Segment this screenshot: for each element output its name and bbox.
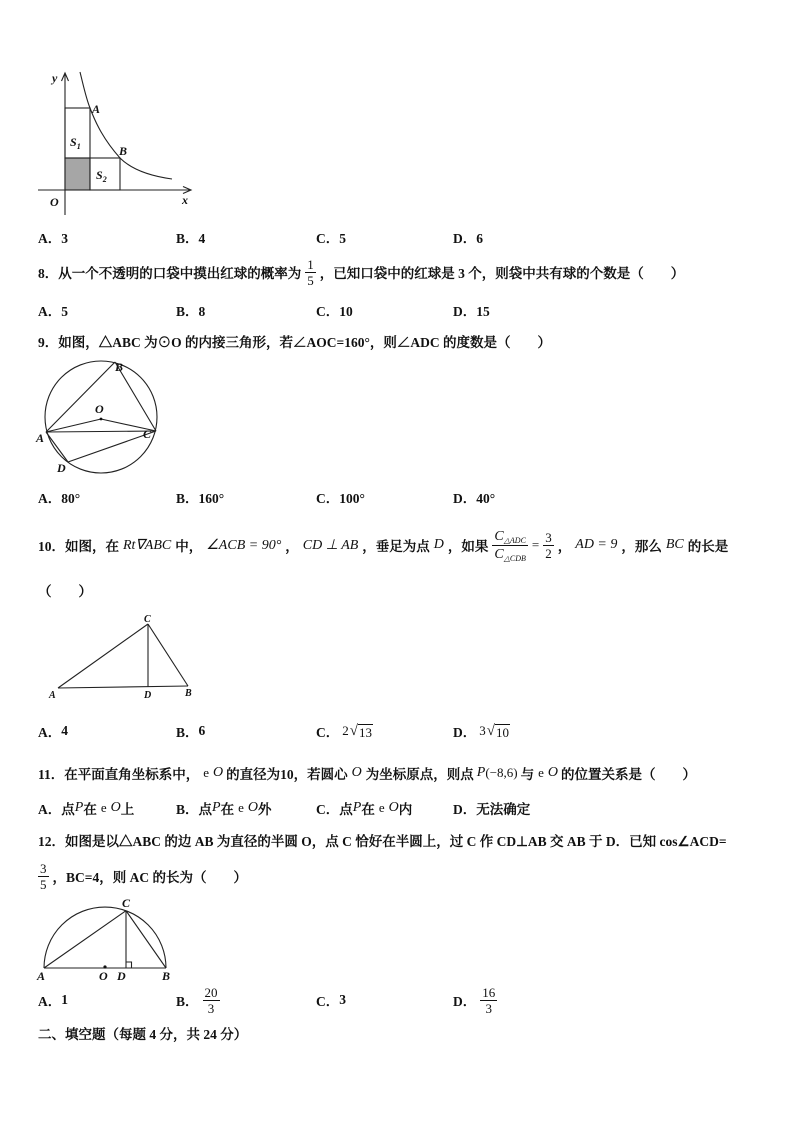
q12-option-d-numerator: 16 — [482, 984, 496, 1000]
q8-stem-text-a: 8．从一个不透明的口袋中摸出红球的概率为 — [38, 266, 302, 281]
right-angle-mark-icon — [126, 962, 132, 968]
point-b-label: B — [162, 969, 171, 983]
q8-option-b: B．8 — [176, 304, 206, 319]
point-a-label: A — [36, 431, 45, 445]
q12-option-c — [316, 982, 346, 1018]
y-axis-label: y — [52, 71, 58, 85]
q10-stem-text-8: 的长是 — [687, 539, 729, 554]
q10-stem — [38, 527, 728, 563]
q12-option-c-value: 3 — [339, 992, 346, 1007]
q10-option-c-sqrt — [350, 723, 373, 740]
q9-option-c: C．100° — [316, 491, 365, 506]
q10-option-b-value: 6 — [198, 723, 206, 738]
q12-option-d-label: D． — [453, 994, 477, 1009]
q11-option-d-text: D．无法确定 — [453, 802, 531, 817]
segment-ac — [46, 431, 156, 432]
q8-option-c: C．10 — [316, 304, 353, 319]
q12-stem-line-2 — [38, 858, 247, 894]
segment-ac — [44, 911, 126, 968]
q11-option-c — [316, 790, 412, 826]
point-a-label: A — [37, 969, 46, 983]
radical-sign-icon: √ — [349, 722, 358, 739]
q11-center-o: O — [351, 765, 362, 780]
segment-ab — [58, 686, 188, 688]
q12-stem-line-1: 12．如图是以△ABC 的边 AB 为直径的半圆 O，点 C 恰好在半圆上，过 C 作 CD⊥AB 交 AB 于 D．已知 cos∠ACD= — [38, 834, 727, 849]
q12-fraction-numerator: 3 — [40, 860, 47, 876]
q10-ratio-den-c: C — [494, 546, 504, 562]
q8-stem — [38, 254, 684, 290]
q10-ratio-denominator — [492, 546, 528, 563]
q10-option-a-value: 4 — [61, 723, 68, 738]
q11-stem-text-4: 与 — [520, 767, 535, 782]
q10-option-a-label: A． — [38, 725, 62, 740]
point-c-label: C — [144, 614, 151, 625]
right-triangle-figure — [40, 612, 200, 704]
q10-ratio-num-sub: △ADC — [503, 535, 526, 545]
q8-fraction — [305, 257, 316, 288]
q11-option-c-point: P — [352, 800, 362, 815]
q11-option-b-point: P — [212, 800, 221, 815]
q11-stem-text-5: 的位置关系是（ ） — [561, 767, 697, 782]
segment-ad — [46, 432, 68, 462]
center-point — [100, 418, 103, 421]
segment-ab — [46, 362, 115, 432]
point-a-label: A — [92, 102, 101, 116]
q10-point-d: D — [433, 537, 444, 552]
point-o-label: O — [95, 402, 104, 416]
point-b-label: B — [115, 360, 124, 374]
point-c-label: C — [122, 896, 131, 910]
q9-option-a: A．80° — [38, 491, 81, 506]
q10-ratio-den-sub: △CDB — [503, 553, 526, 563]
q11-option-b-circle-name: O — [247, 800, 258, 815]
q11-option-a-mid: 在 — [83, 802, 97, 817]
q11-option-c-suffix: 内 — [398, 802, 413, 817]
q10-right-triangle: Rt∇ABC — [123, 537, 172, 553]
segment-ac — [58, 624, 148, 688]
q8-option-d: D．15 — [453, 304, 490, 319]
q10-option-d-sqrt — [487, 723, 510, 740]
s1-label-letter: S — [70, 135, 77, 149]
x-axis-label: x — [182, 193, 188, 207]
q12-option-c-label: C． — [316, 994, 340, 1009]
q11-stem-text-3: 为坐标原点，则点 — [365, 767, 474, 782]
q8-fraction-denominator: 5 — [307, 272, 314, 288]
q10-perpendicular: CD ⊥ AB — [302, 537, 359, 553]
s1-label-subscript: 1 — [76, 142, 81, 151]
point-d-label: D — [117, 969, 126, 983]
q11-option-b-circle-symbol: e — [238, 800, 244, 815]
q10-option-a — [38, 713, 68, 749]
q10-stem-text-2: 中， — [175, 539, 203, 554]
hyperbola-figure — [30, 65, 200, 220]
q11-point-coordinates: (−8,6) — [485, 765, 518, 780]
q12-option-d-fraction — [480, 985, 497, 1016]
q11-option-b — [176, 790, 271, 826]
point-d-label: D — [144, 690, 152, 701]
radical-sign-icon: √ — [486, 722, 495, 739]
semicircle-arc — [44, 907, 166, 968]
q10-option-d — [453, 713, 510, 749]
hyperbola-curve — [80, 72, 172, 179]
q7-option-c: C．5 — [316, 231, 346, 246]
q10-value-numerator: 3 — [545, 529, 552, 545]
q12-option-a-value: 1 — [61, 992, 68, 1007]
s2-label — [96, 168, 107, 184]
q11-option-d — [453, 790, 530, 826]
q7-option-b: B．4 — [176, 231, 206, 246]
q12-fraction-denominator: 5 — [40, 876, 47, 892]
s2-label-letter: S — [96, 168, 103, 182]
q12-option-b-denominator: 3 — [207, 1000, 215, 1016]
point-b-label: B — [185, 688, 192, 699]
q10-option-c-radicand: 13 — [358, 724, 372, 740]
q10-equals: = — [531, 537, 540, 552]
point-a-label: A — [49, 690, 56, 701]
q10-option-c-label: C． — [316, 725, 340, 740]
s1-label — [70, 135, 81, 151]
q10-option-b-label: B． — [176, 725, 199, 740]
q12-option-d-denominator: 3 — [485, 1000, 492, 1016]
q10-option-d-label: D． — [453, 725, 477, 740]
q11-stem — [38, 755, 696, 791]
q11-option-b-mid: 在 — [220, 802, 235, 817]
q9-stem: 9．如图，△ABC 为⊙O 的内接三角形，若∠AOC=160°，则∠ADC 的度数是（ ） — [38, 335, 551, 350]
q11-circle-name-2: O — [547, 765, 559, 780]
segment-ao — [46, 419, 101, 432]
q10-option-d-radicand: 10 — [495, 724, 509, 740]
q9-options — [0, 479, 794, 515]
q11-option-c-circle-symbol: e — [378, 800, 385, 815]
q10-stem-text-6: ， — [557, 539, 572, 554]
q8-fraction-numerator: 1 — [307, 256, 314, 272]
q11-option-a-point: P — [74, 800, 84, 815]
q10-options — [0, 713, 794, 749]
q9-option-b: B．160° — [176, 491, 225, 506]
q10-option-b — [176, 713, 205, 749]
shaded-square — [65, 158, 90, 190]
section-heading-fill-in: 二、填空题（每题 4 分，共 24 分） — [38, 1027, 248, 1042]
q12-option-b-fraction — [203, 985, 220, 1016]
q12-option-b-label: B． — [176, 994, 199, 1009]
q7-option-d: D．6 — [453, 231, 483, 246]
q10-option-c-coefficient: 2 — [342, 723, 349, 738]
q12-options — [0, 982, 794, 1018]
q10-stem-text-4: ，垂足为点 — [362, 539, 430, 554]
q9-option-d: D．40° — [453, 491, 496, 506]
q11-option-a — [38, 790, 134, 826]
q12-option-a — [38, 982, 68, 1018]
point-b-label: B — [119, 144, 128, 158]
q11-option-c-mid: 在 — [361, 802, 375, 817]
segment-cb — [148, 624, 188, 686]
q11-option-b-prefix: B．点 — [176, 802, 213, 817]
segment-cb — [126, 911, 166, 968]
q12-option-b — [176, 982, 224, 1018]
q10-stem-text-1: 10．如图，在 — [38, 539, 119, 554]
point-c-label: C — [143, 427, 152, 441]
q11-option-a-prefix: A．点 — [38, 802, 75, 817]
q10-perimeter-ratio — [492, 528, 528, 563]
q12-stem-text-2: ，BC=4，则 AC 的长为（ ） — [52, 870, 247, 885]
q12-option-b-numerator: 20 — [204, 984, 218, 1000]
circle-o — [45, 361, 157, 473]
q10-stem-text-7: ，那么 — [621, 539, 662, 554]
q10-stem-text-3: ， — [285, 539, 299, 554]
q10-ratio-num-c: C — [494, 528, 504, 544]
q11-option-b-suffix: 外 — [257, 802, 272, 817]
q10-ratio-numerator — [492, 528, 528, 546]
q7-option-a: A．3 — [38, 231, 68, 246]
q11-stem-text-2: 的直径为10，若圆心 — [226, 767, 348, 782]
q12-cos-fraction — [38, 861, 49, 892]
q8-stem-text-b: ，已知口袋中的红球是 3 个，则袋中共有球的个数是（ ） — [319, 266, 685, 281]
q7-options — [0, 219, 794, 255]
q10-ad-value: AD = 9 — [575, 537, 618, 552]
q10-ratio-value — [543, 530, 554, 561]
q11-stem-text-1: 11．在平面直角坐标系中， — [38, 767, 200, 782]
rectangle-s2 — [90, 158, 120, 190]
inscribed-triangle-figure — [30, 355, 170, 480]
q10-angle-acb: ∠ACB = 90° — [206, 537, 282, 553]
q11-option-a-suffix: 上 — [120, 802, 135, 817]
q12-option-a-label: A． — [38, 994, 62, 1009]
q10-option-d-coefficient: 3 — [479, 723, 486, 738]
q11-options — [0, 790, 794, 826]
origin-label: O — [50, 195, 59, 209]
q11-option-c-prefix: C．点 — [316, 802, 353, 817]
q11-point-p: P — [476, 765, 486, 780]
s2-label-subscript: 2 — [102, 175, 107, 184]
q11-option-a-circle-symbol: e — [100, 800, 107, 815]
q11-option-a-circle-name: O — [110, 800, 121, 815]
q11-circle-symbol-2: e — [538, 765, 544, 780]
point-o-label: O — [99, 969, 108, 983]
point-d-label: D — [57, 461, 66, 475]
q11-circle-name: O — [213, 765, 224, 780]
q10-segment-bc: BC — [665, 537, 684, 552]
q10-stem-text-5: ，如果 — [447, 539, 489, 554]
q11-circle-symbol: e — [203, 765, 210, 780]
q11-option-c-circle-name: O — [388, 800, 399, 815]
q10-answer-blank: （ ） — [38, 584, 92, 599]
semicircle-figure — [35, 895, 180, 985]
q10-value-denominator: 2 — [545, 545, 552, 561]
q10-option-c — [316, 713, 373, 749]
q8-option-a: A．5 — [38, 304, 68, 319]
q12-option-d — [453, 982, 501, 1018]
